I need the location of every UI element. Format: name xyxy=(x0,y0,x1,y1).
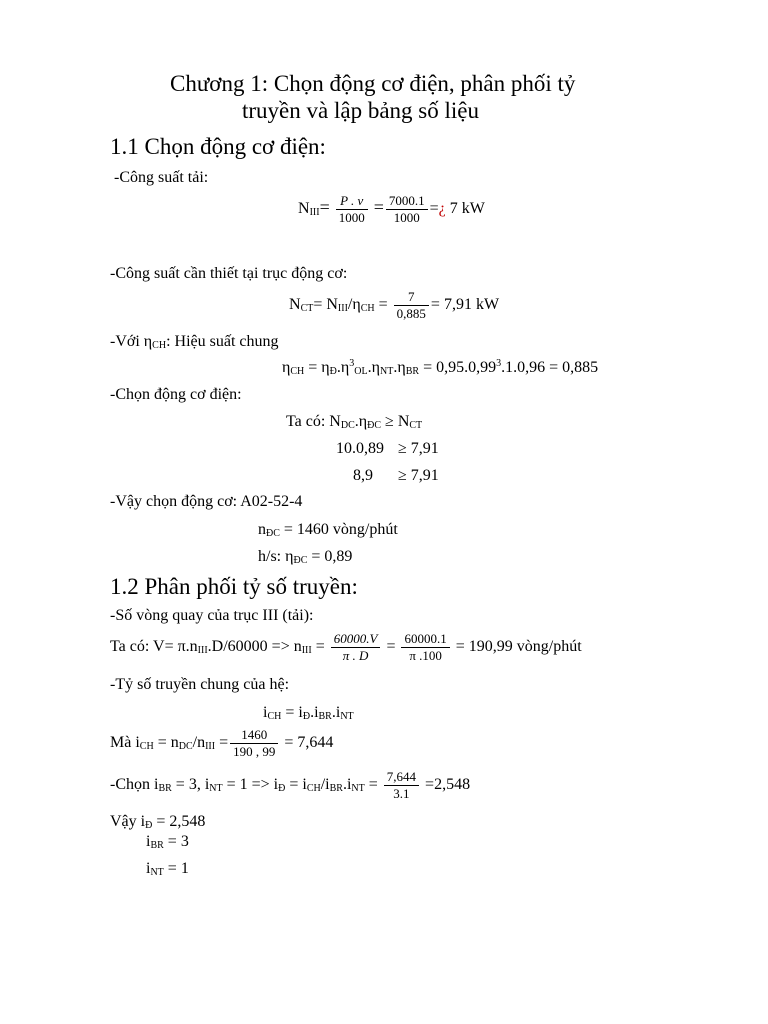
fraction-7-0885: $\frac{7}{0,885}$ xyxy=(394,290,429,321)
condition-line2-right: ≥ 7,91 xyxy=(398,440,439,457)
formula-n3: $N_{III}=$ $\frac{P . v}{1000}$ = $\frac{7000.1}{1000}$ =¿ 7 kW xyxy=(298,193,485,225)
formula-choose: -Chọn $i_{BR} = 3$, $i_{NT} = 1 => i_Đ = i_{CH}/i_{BR}.i_{NT}$ = $\frac{7,644}{3.1}$ =2,548 xyxy=(110,769,471,801)
motor-efficiency: h/s: $\eta_{ĐC} = 0,89$ xyxy=(258,548,353,566)
fraction-pv-1000: $\frac{P . v}{1000}$ xyxy=(336,194,368,225)
fraction-60000v-pid: $\frac{60000.V}{\pi . D}$ xyxy=(331,632,381,663)
chapter-title-line1: Chương 1: Chọn động cơ điện, phân phối tỷ xyxy=(170,71,576,96)
efficiency-label: -Với $\eta_{CH}$: Hiệu suất chung xyxy=(110,333,279,351)
fraction-7000-1000: $\frac{7000.1}{1000}$ xyxy=(386,194,428,225)
condition-line3-left: 8,9 xyxy=(353,467,373,484)
section-heading-1-1: 1.1 Chọn động cơ điện: xyxy=(110,134,326,159)
selected-motor: -Vậy chọn động cơ: A02-52-4 xyxy=(110,493,303,510)
fraction-60000-pi100: $\frac{60000.1}{\pi .100}$ xyxy=(401,632,449,663)
ratio-label: -Tỷ số truyền chung của hệ: xyxy=(110,676,290,693)
result-ibr: $i_{BR} = 3$ xyxy=(146,833,189,851)
motor-speed: $n_{ĐC} = 1460$ vòng/phút xyxy=(258,521,398,539)
condition-line3-right: ≥ 7,91 xyxy=(398,467,439,484)
condition-line2-left: 10.0,89 xyxy=(336,440,384,457)
efficiency-formula: $\eta_{CH} = \eta_Đ.\eta^3_{OL}.\eta_{NT}.\eta_{BR} = 0,95.0,99^3.1.0,96 = 0,885$ xyxy=(282,358,599,377)
fraction-1460-19099: $\frac{1460}{190 , 99}$ xyxy=(230,728,278,759)
result-id: Vậy $i_Đ = 2,548$ xyxy=(110,813,206,831)
rpm-label: -Số vòng quay của trục III (tải): xyxy=(110,607,314,624)
result-int: $i_{NT} = 1$ xyxy=(146,860,189,878)
condition-line1: Ta có: $N_{DC}.\eta_{ĐC} \ge N_{CT}$ xyxy=(286,413,423,431)
formula-rpm: Ta có: $V= \pi.n_{III}.D/60000 => n_{III}$ = $\frac{60000.V}{\pi . D}$ = $\frac{60000.1}{\pi .100}$ = 190,99 vòng/phút xyxy=(110,631,582,663)
formula-ich: Mà $i_{CH} = n_{DC}/n_{III}$ = $\frac{1460}{190 , 99}$ = 7,644 xyxy=(110,727,334,759)
fraction-7644-31: $\frac{7,644}{3.1}$ xyxy=(384,770,419,801)
section-heading-1-2: 1.2 Phân phối tỷ số truyền: xyxy=(110,574,358,599)
choose-motor-label: -Chọn động cơ điện: xyxy=(110,386,242,403)
required-power-label: -Công suất cần thiết tại trục động cơ: xyxy=(110,265,348,282)
ratio-formula: $i_{CH} = i_Đ.i_{BR}.i_{NT}$ xyxy=(263,704,354,722)
chapter-title-line2: truyền và lập bảng số liệu xyxy=(242,98,479,123)
error-glyph: ¿ xyxy=(438,200,446,218)
load-power-label: -Công suất tải: xyxy=(114,169,209,186)
formula-nct: $N_{CT}= N_{III}/\eta_{CH}$ = $\frac{7}{0,885}$ = 7,91 kW xyxy=(289,289,500,321)
